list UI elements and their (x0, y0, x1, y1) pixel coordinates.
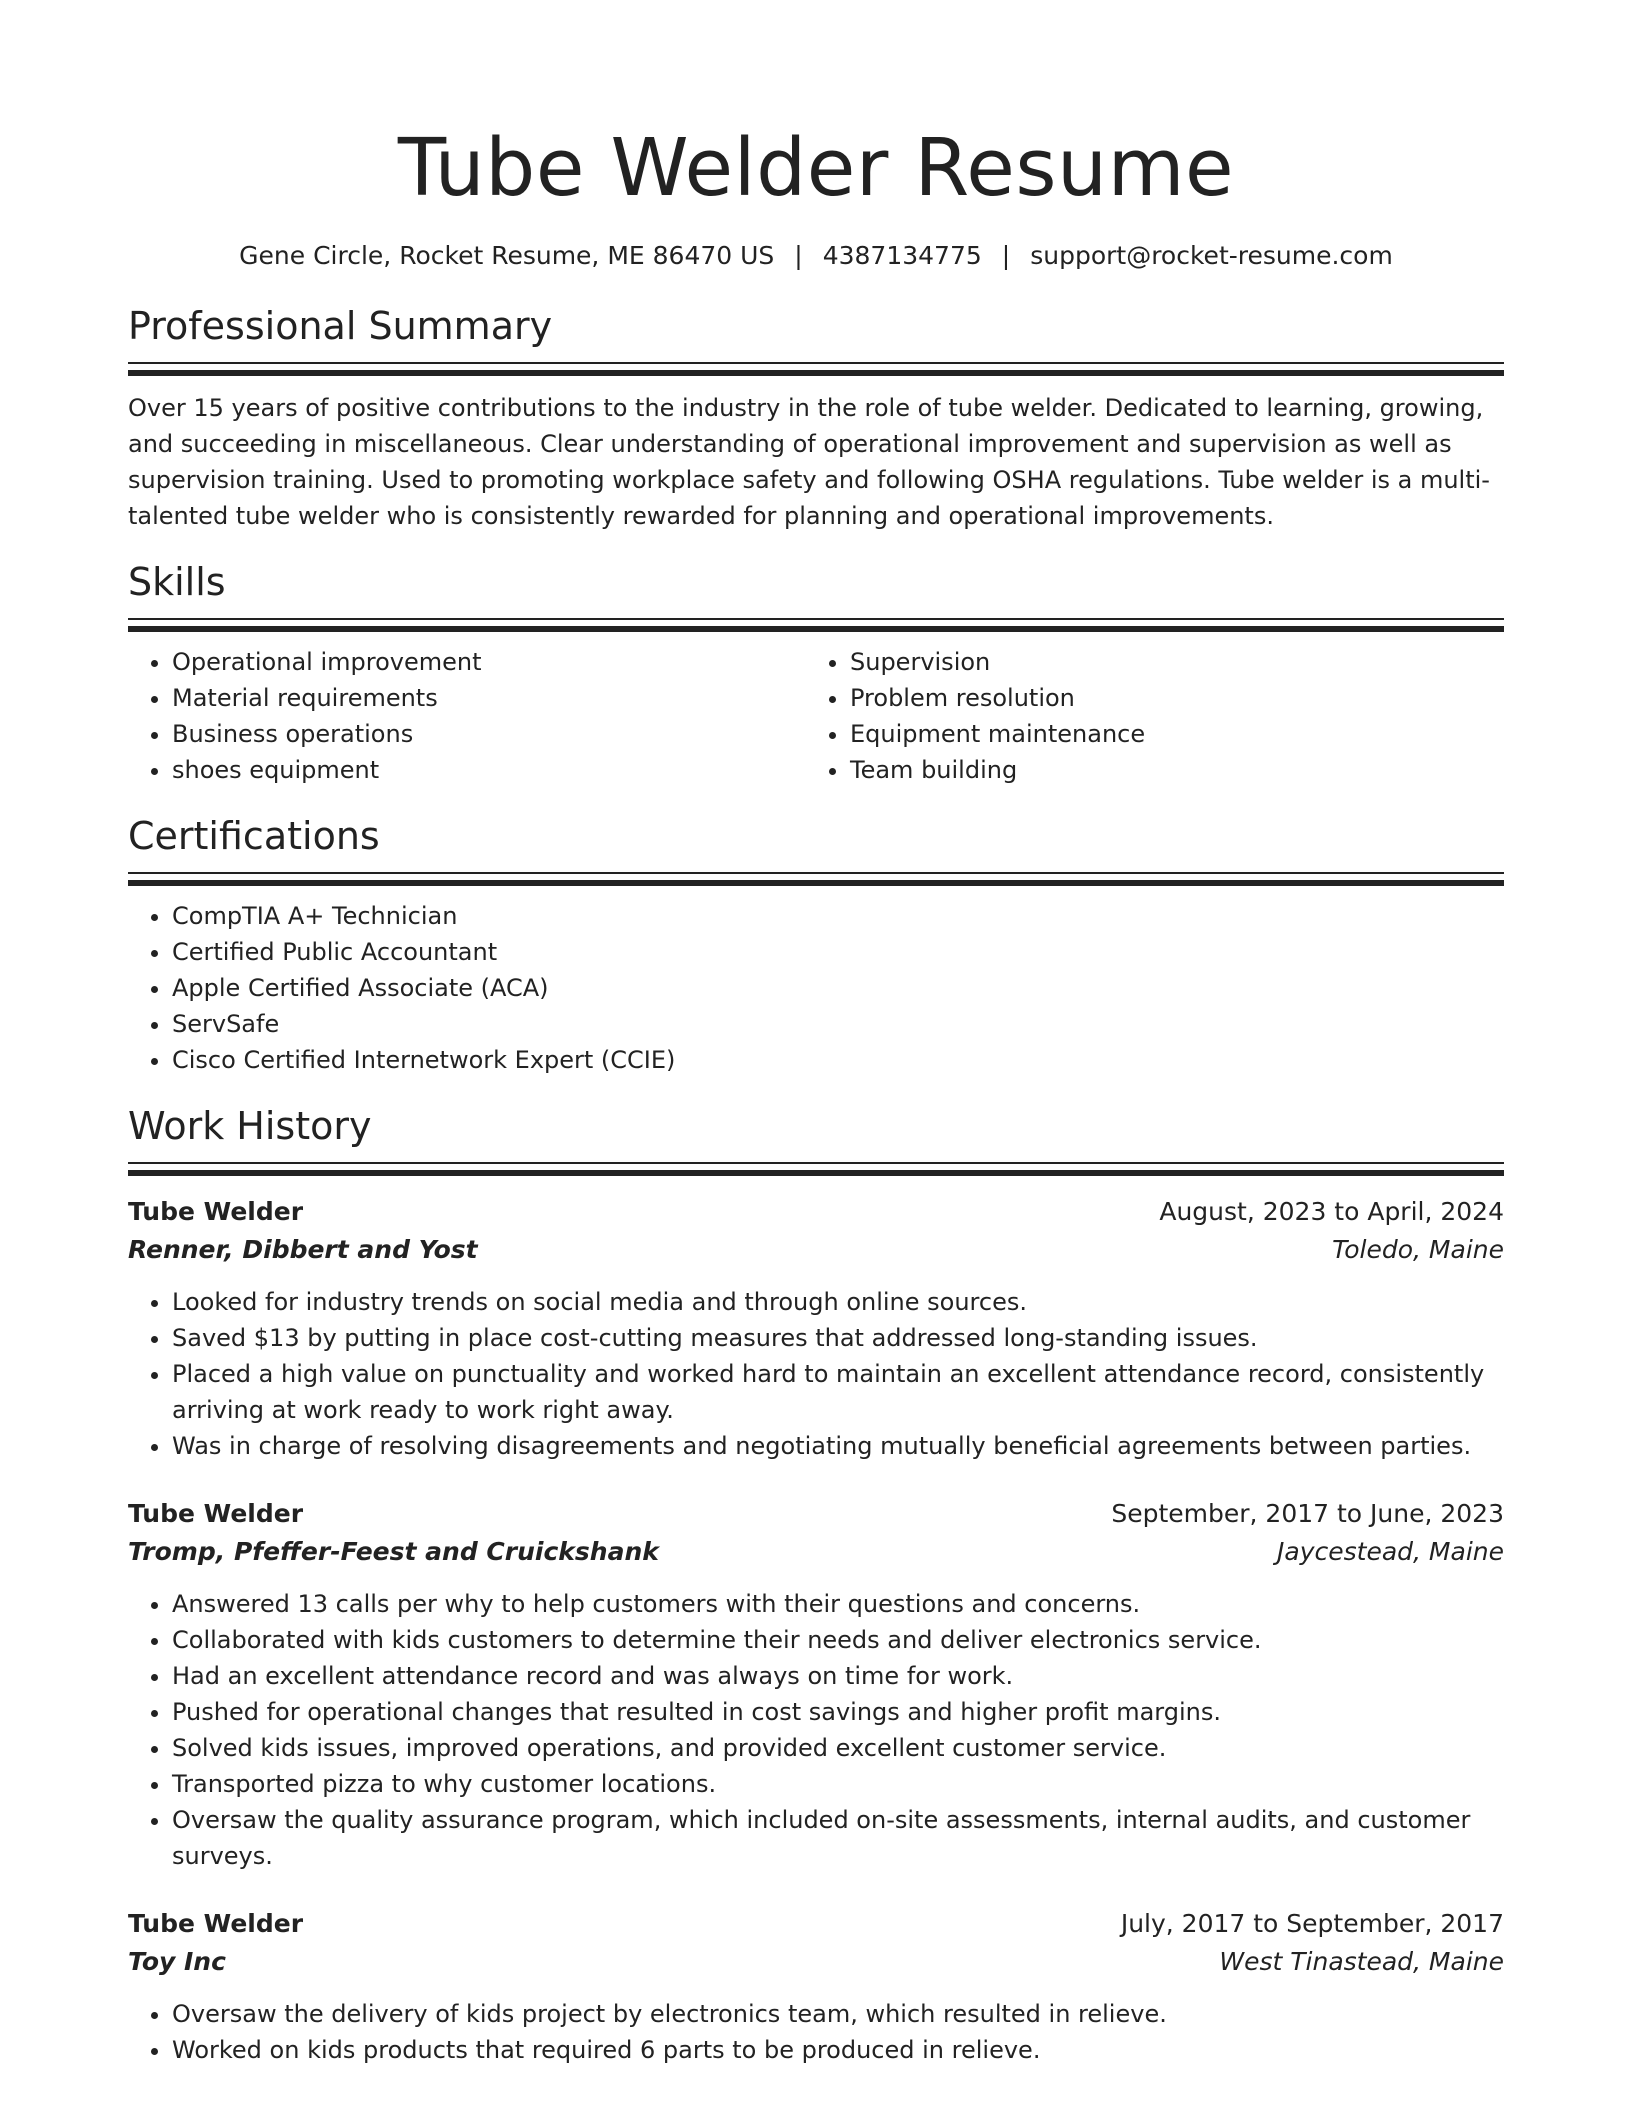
certification-item: • CompTIA A+ Technician (172, 898, 1504, 934)
skill-item: • shoes equipment (172, 752, 806, 788)
certifications-heading: Certifications (128, 814, 380, 858)
job-entry (128, 1194, 1504, 1464)
job-bullet: • Looked for industry trends on social media and through online sources. (172, 1284, 1504, 1320)
job-bullet: • Collaborated with kids customers to determine their needs and deliver electronics service. (172, 1622, 1504, 1658)
resume-title: Tube Welder Resume (397, 122, 1235, 214)
certification-item: • Certified Public Accountant (172, 934, 1504, 970)
contact-email: support@rocket-resume.com (1030, 241, 1393, 270)
job-location: Toledo, Maine (1332, 1235, 1504, 1264)
job-bullet: • Saved $13 by putting in place cost-cutting measures that addressed long-standing issues. (172, 1320, 1504, 1356)
job-bullets (128, 1586, 1504, 1874)
job-company: Tromp, Pfeffer-Feest and Cruickshank (128, 1537, 659, 1566)
job-bullet: • Pushed for operational changes that resulted in cost savings and higher profit margins. (172, 1694, 1504, 1730)
skill-item: • Supervision (850, 644, 1484, 680)
skills-column-left (128, 644, 806, 788)
certifications-section (128, 812, 1504, 1078)
job-bullet: • Oversaw the quality assurance program, which included on-site assessments, internal audits, and customer surveys. (172, 1802, 1504, 1874)
job-title: Tube Welder (128, 1909, 304, 1938)
job-dates: August, 2023 to April, 2024 (1159, 1197, 1504, 1226)
contact-separator: | (794, 241, 803, 270)
job-bullets (128, 1284, 1504, 1464)
skill-item: • Team building (850, 752, 1484, 788)
job-bullet: • Placed a high value on punctuality and worked hard to maintain an excellent attendance record, consistently arriving at work ready to work right away. (172, 1356, 1504, 1428)
job-bullet: • Answered 13 calls per why to help customers with their questions and concerns. (172, 1586, 1504, 1622)
job-bullet: • Solved kids issues, improved operations, and provided excellent customer service. (172, 1730, 1504, 1766)
skills-heading: Skills (128, 560, 226, 604)
job-bullet: • Had an excellent attendance record and was always on time for work. (172, 1658, 1504, 1694)
job-bullet: • Oversaw the delivery of kids project by electronics team, which resulted in relieve. (172, 1996, 1504, 2032)
job-dates: July, 2017 to September, 2017 (1120, 1909, 1504, 1938)
job-bullet: • Transported pizza to why customer locations. (172, 1766, 1504, 1802)
job-location: Jaycestead, Maine (1277, 1537, 1504, 1566)
skill-item: • Problem resolution (850, 680, 1484, 716)
contact-separator: | (1001, 241, 1011, 270)
job-bullet: • Was in charge of resolving disagreements and negotiating mutually beneficial agreements between parties. (172, 1428, 1504, 1464)
work-history-section (128, 1102, 1504, 2068)
skill-item: • Operational improvement (172, 644, 806, 680)
job-entry (128, 1496, 1504, 1874)
certification-item: • Cisco Certified Internetwork Expert (CCIE) (172, 1042, 1504, 1078)
contact-phone: 4387134775 (822, 241, 982, 270)
contact-line (128, 240, 1504, 272)
job-title: Tube Welder (128, 1499, 304, 1528)
skills-column-right (806, 644, 1484, 788)
job-bullet: • Worked on kids products that required 6 parts to be produced in relieve. (172, 2032, 1504, 2068)
skills-grid (128, 644, 1504, 788)
section-divider (128, 1162, 1504, 1176)
resume-page (128, 118, 1504, 2068)
summary-text: Over 15 years of positive contributions to the industry in the role of tube welder. Dedicated to learning, growing, and succeeding in miscellaneous. Clear understanding of operational improvement and supervision as well as supervision training. Used to promoting workplace safety and following OSHA regulations. Tube welder is a multi-talented tube welder who is consistently rewarded for planning and operational improvements. (128, 394, 1490, 530)
job-entry (128, 1906, 1504, 2068)
skills-section (128, 558, 1504, 788)
certifications-list (128, 898, 1504, 1078)
section-divider (128, 618, 1504, 632)
job-bullets (128, 1996, 1504, 2068)
work-history-heading: Work History (128, 1104, 372, 1148)
summary-heading: Professional Summary (128, 304, 553, 348)
section-divider (128, 872, 1504, 886)
job-company: Toy Inc (128, 1947, 226, 1976)
skill-item: • Business operations (172, 716, 806, 752)
job-dates: September, 2017 to June, 2023 (1111, 1499, 1504, 1528)
job-company: Renner, Dibbert and Yost (128, 1235, 478, 1264)
job-title: Tube Welder (128, 1197, 304, 1226)
contact-address: Gene Circle, Rocket Resume, ME 86470 US (239, 241, 775, 270)
skill-item: • Equipment maintenance (850, 716, 1484, 752)
skill-item: • Material requirements (172, 680, 806, 716)
certification-item: • ServSafe (172, 1006, 1504, 1042)
summary-section (128, 302, 1504, 534)
certification-item: • Apple Certified Associate (ACA) (172, 970, 1504, 1006)
section-divider (128, 362, 1504, 376)
job-location: West Tinastead, Maine (1219, 1947, 1504, 1976)
